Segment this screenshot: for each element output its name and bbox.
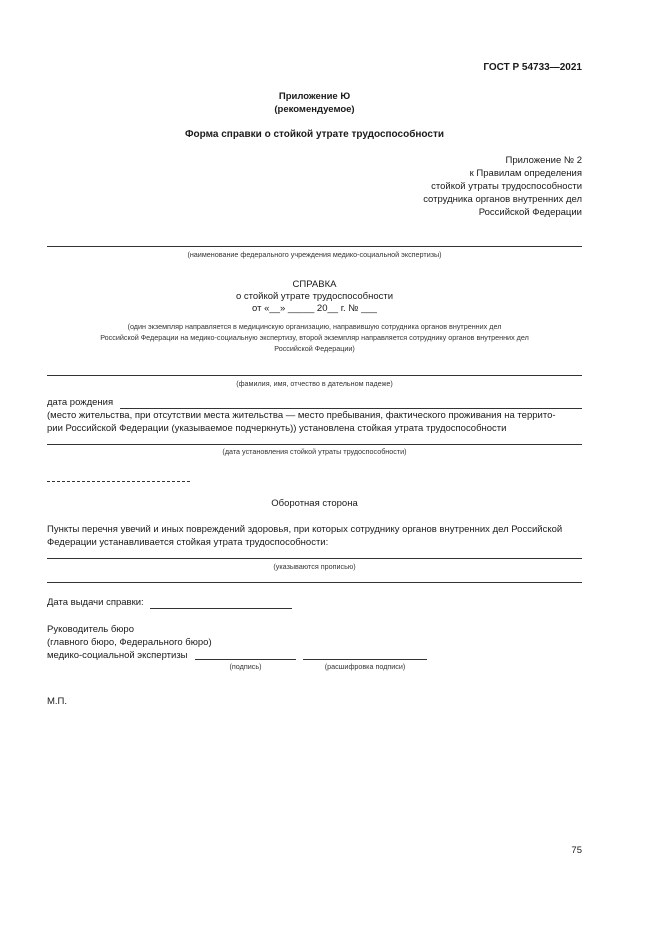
reverse-title: Оборотная сторона [271,498,358,509]
loss-date-line [47,444,582,445]
issue-date-label: Дата выдачи справки: [47,597,144,608]
points-line [47,558,582,559]
points-text-line: Пункты перечня увечий и иных повреждений здоровья, при которых сотруднику органов внутренних дел Российской [47,524,563,535]
annex-note-line: к Правилам определения [469,168,582,179]
page-number: 75 [571,845,582,856]
copies-note-line: Российской Федерации) [274,344,355,353]
points-line-2 [47,582,582,583]
annex-note-line: Российской Федерации [478,207,582,218]
points-caption: (указываются прописью) [273,562,356,571]
certificate-title: СПРАВКА [292,279,337,290]
issue-date-line [150,608,292,609]
annex-note-line: сотрудника органов внутренних дел [423,194,582,205]
cut-line [47,481,190,482]
head-line: Руководитель бюро [47,624,134,635]
decoding-caption: (расшифровка подписи) [324,662,406,671]
signature-line [195,659,296,660]
standard-code: ГОСТ Р 54733—2021 [483,62,582,73]
birth-date-label: дата рождения [47,397,114,408]
residence-text-line: рии Российской Федерации (указываемое подчеркнуть)) установлена стойкая утрата трудоспособности [47,423,507,434]
copies-note-line: Российской Федерации на медико-социальную экспертизу, второй экземпляр направляется сотруднику органов внутренних дел [100,333,529,342]
annex-note-line: стойкой утраты трудоспособности [431,181,582,192]
date-caption: (дата установления стойкой утраты трудоспособности) [222,447,407,456]
copies-note-line: (один экземпляр направляется в медицинскую организацию, направившую сотрудника органов внутренних дел [127,322,502,331]
appendix-subtitle: (рекомендуемое) [274,104,355,115]
org-caption: (наименование федерального учреждения медико-социальной экспертизы) [187,250,442,259]
signature-caption: (подпись) [229,662,262,671]
name-caption: (фамилия, имя, отчество в дательном падеже) [236,379,393,388]
residence-text-line: (место жительства, при отсутствии места жительства — место пребывания, фактического проживания на террито- [47,410,556,421]
form-title: Форма справки о стойкой утрате трудоспособности [185,129,444,140]
annex-note-line: Приложение № 2 [505,155,582,166]
decoding-line [303,659,427,660]
full-name-line [47,375,582,376]
certificate-subtitle: о стойкой утрате трудоспособности [235,291,394,302]
points-text-line: Федерации устанавливается стойкая утрата трудоспособности: [47,537,329,548]
appendix-title: Приложение Ю [278,91,351,102]
stamp-label: М.П. [47,696,68,707]
birth-date-line [120,408,582,409]
org-name-line [47,246,582,247]
head-line: (главного бюро, Федерального бюро) [47,637,212,648]
head-line: медико-социальной экспертизы [47,650,188,661]
certificate-date-line: от «__» _____ 20__ г. № ___ [252,303,377,314]
